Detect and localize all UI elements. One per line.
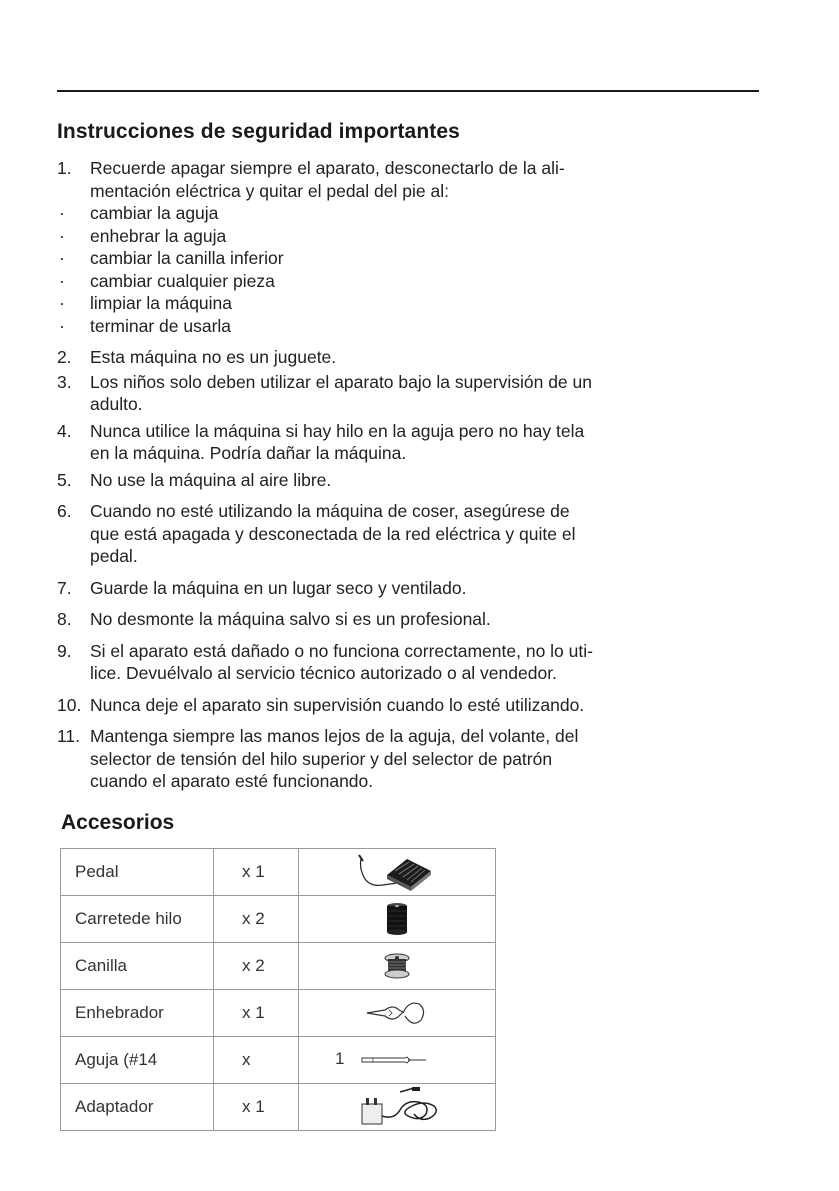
accessory-qty: x 1	[214, 849, 299, 896]
item-number: 9.	[57, 640, 72, 661]
accessory-qty: x 2	[214, 896, 299, 943]
list-item: 4. Nunca utilice la máquina si hay hilo en la aguja pero no hay tela en la máquina. Podría dañar la máquina.	[57, 420, 585, 463]
bullet-icon: ·	[59, 248, 65, 268]
bobbin-icon	[383, 952, 411, 980]
bullet-icon: ·	[59, 293, 65, 313]
needle-icon	[361, 1054, 427, 1066]
list-item: 2. Esta máquina no es un juguete.	[57, 347, 337, 367]
table-row	[61, 896, 496, 943]
accessories-table	[60, 848, 496, 1131]
item-number: 6.	[57, 501, 72, 521]
table-row	[61, 990, 496, 1037]
accessory-image-cell	[299, 849, 496, 896]
item-number: 3.	[57, 371, 72, 392]
accessory-qty-extra: 1	[335, 1049, 345, 1068]
bullet-item: · limpiar la máquina	[59, 293, 233, 313]
accessory-name: Carretede hilo	[61, 896, 214, 943]
accessory-image-cell	[299, 896, 496, 943]
accessory-name: Adaptador	[61, 1084, 214, 1131]
table-row	[61, 1037, 496, 1084]
accessory-qty: x 1	[214, 990, 299, 1037]
list-item: 10. Nunca deje el aparato sin supervisión cuando lo esté utilizando.	[57, 694, 585, 715]
list-item: 3. Los niños solo deben utilizar el aparato bajo la supervisión de un adulto.	[57, 371, 592, 414]
list-item: 7. Guarde la máquina en un lugar seco y ventilado.	[57, 577, 467, 598]
item-number: 11.	[57, 726, 81, 746]
accessory-image-cell	[299, 990, 496, 1037]
list-item: 6. Cuando no esté utilizando la máquina de coser, asegúrese de que está apagada y desconectada de la red eléctrica y quite el pedal.	[57, 501, 576, 566]
accessory-name: Aguja (#14	[61, 1037, 214, 1084]
item-number: 2.	[57, 347, 72, 367]
power-adapter-icon	[354, 1086, 440, 1128]
bullet-item: · terminar de usarla	[59, 315, 232, 336]
foot-pedal-icon	[357, 851, 437, 893]
bullet-icon: ·	[59, 315, 65, 336]
item-number: 1.	[57, 158, 72, 178]
bullet-item: · cambiar cualquier pieza	[59, 270, 275, 291]
accessory-name: Enhebrador	[61, 990, 214, 1037]
accessory-name: Pedal	[61, 849, 214, 896]
list-item: 8. No desmonte la máquina salvo si es un profesional.	[57, 609, 491, 629]
bullet-item: · enhebrar la aguja	[59, 225, 227, 246]
accessory-qty: x 1	[214, 1084, 299, 1131]
item-number: 10.	[57, 694, 82, 715]
safety-instructions-list	[57, 157, 717, 793]
table-row	[61, 849, 496, 896]
list-item: 5. No use la máquina al aire libre.	[57, 469, 332, 490]
accessory-qty: x 2	[214, 943, 299, 990]
accessories-title: Accesorios	[61, 811, 175, 834]
list-item: 1. Recuerde apagar siempre el aparato, desconectarlo de la ali- mentación eléctrica y quitar el pedal del pie al:	[57, 158, 565, 201]
table-row	[61, 943, 496, 990]
table-row	[61, 1084, 496, 1131]
bullet-item: · cambiar la canilla inferior	[59, 248, 284, 268]
accessory-image-cell	[299, 1037, 496, 1084]
bullet-icon: ·	[59, 225, 65, 246]
accessory-name: Canilla	[61, 943, 214, 990]
accessory-qty: x	[214, 1037, 299, 1084]
top-rule	[57, 90, 759, 92]
needle-threader-icon	[365, 998, 429, 1028]
page-title: Instrucciones de seguridad importantes	[57, 120, 460, 143]
item-number: 5.	[57, 469, 72, 490]
thread-spool-icon	[384, 901, 410, 937]
list-item: 9. Si el aparato está dañado o no funciona correctamente, no lo uti- lice. Devuélvalo al servicio técnico autorizado o al vendedor.	[57, 640, 593, 683]
bullet-icon: ·	[59, 270, 65, 291]
item-number: 4.	[57, 420, 72, 441]
list-item: 11. Mantenga siempre las manos lejos de la aguja, del volante, del selector de tensión del hilo superior y del selector de patrón cuando el aparato esté funcionando.	[57, 726, 579, 791]
accessory-image-cell	[299, 1084, 496, 1131]
bullet-icon: ·	[59, 203, 65, 223]
accessory-image-cell	[299, 943, 496, 990]
item-number: 8.	[57, 609, 72, 629]
bullet-item: · cambiar la aguja	[59, 203, 219, 223]
item-number: 7.	[57, 577, 72, 598]
